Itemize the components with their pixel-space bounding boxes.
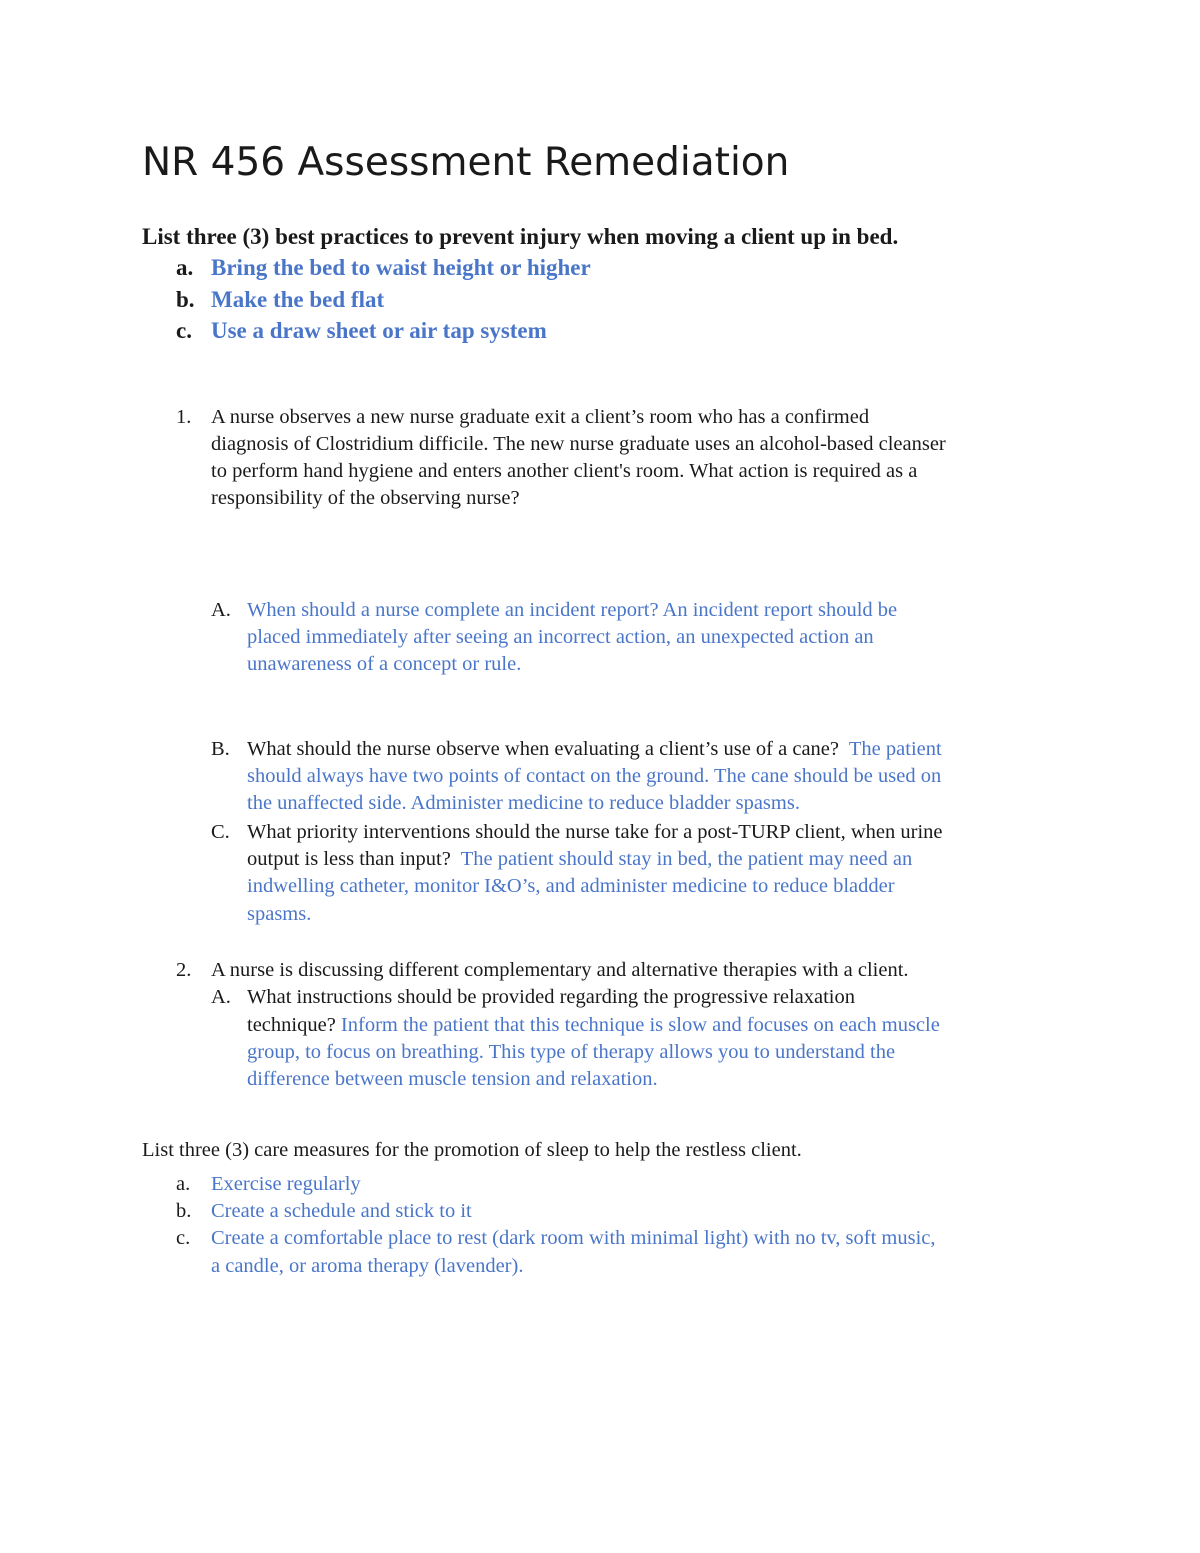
list-item: Exercise regularly bbox=[211, 1173, 361, 1195]
answer-text: The patient bbox=[848, 738, 942, 760]
question-line: A nurse observes a new nurse graduate exit a client’s room who has a confirmed bbox=[211, 406, 870, 428]
question-line: responsibility of the observing nurse? bbox=[211, 487, 520, 509]
answer-line: placed immediately after seeing an incorrect action, an unexpected action an bbox=[247, 626, 874, 648]
sub-question-line bbox=[247, 738, 942, 761]
list-marker: b. bbox=[176, 287, 195, 312]
question-line: A nurse is discussing different complementary and alternative therapies with a client. bbox=[211, 959, 909, 981]
answer-line: spasms. bbox=[247, 903, 312, 925]
sub-marker: A. bbox=[211, 599, 231, 621]
question-number: 1. bbox=[176, 406, 192, 428]
answer-text: Inform the patient that this technique is slow and focuses on each muscle bbox=[340, 1014, 940, 1036]
question-line: diagnosis of Clostridium difficile. The new nurse graduate uses an alcohol-based cleanser bbox=[211, 433, 946, 455]
section1-prompt: List three (3) best practices to prevent injury when moving a client up in bed. bbox=[142, 224, 899, 249]
sub-question-line bbox=[247, 848, 912, 871]
sub-question-line: What priority interventions should the nurse take for a post-TURP client, when urine bbox=[247, 821, 943, 843]
question-line: to perform hand hygiene and enters another client's room. What action is required as a bbox=[211, 460, 918, 482]
sub-marker: A. bbox=[211, 986, 231, 1008]
answer-line: indwelling catheter, monitor I&O’s, and administer medicine to reduce bladder bbox=[247, 875, 895, 897]
answer-line: should always have two points of contact on the ground. The cane should be used on bbox=[247, 765, 942, 787]
list-item: Create a comfortable place to rest (dark room with minimal light) with no tv, soft music, bbox=[211, 1227, 936, 1249]
section3-prompt: List three (3) care measures for the promotion of sleep to help the restless client. bbox=[142, 1139, 802, 1161]
list-marker: a. bbox=[176, 255, 194, 280]
list-item: Use a draw sheet or air tap system bbox=[211, 318, 547, 343]
list-marker: b. bbox=[176, 1200, 192, 1222]
answer-line: the unaffected side. Administer medicine to reduce bladder spasms. bbox=[247, 792, 800, 814]
sub-question-text: What should the nurse observe when evaluating a client’s use of a cane? bbox=[247, 738, 840, 760]
question-number: 2. bbox=[176, 959, 192, 981]
list-item: Bring the bed to waist height or higher bbox=[211, 255, 591, 280]
sub-question-text: output is less than input? bbox=[247, 848, 451, 870]
list-marker: c. bbox=[176, 318, 192, 343]
sub-question-line bbox=[247, 1014, 940, 1037]
list-marker: c. bbox=[176, 1227, 191, 1249]
sub-marker: B. bbox=[211, 738, 230, 760]
list-item: Make the bed flat bbox=[211, 287, 385, 312]
answer-line: unawareness of a concept or rule. bbox=[247, 653, 522, 675]
sub-question-text: technique? bbox=[247, 1014, 336, 1036]
answer-line: When should a nurse complete an incident report? An incident report should be bbox=[247, 599, 898, 621]
list-item: Create a schedule and stick to it bbox=[211, 1200, 472, 1222]
list-marker: a. bbox=[176, 1173, 191, 1195]
sub-marker: C. bbox=[211, 821, 230, 843]
answer-text: The patient should stay in bed, the patient may need an bbox=[460, 848, 913, 870]
answer-line: group, to focus on breathing. This type of therapy allows you to understand the bbox=[247, 1041, 896, 1063]
answer-line: difference between muscle tension and relaxation. bbox=[247, 1068, 658, 1090]
sub-question-line: What instructions should be provided regarding the progressive relaxation bbox=[247, 986, 856, 1008]
page-title: NR 456 Assessment Remediation bbox=[142, 140, 790, 185]
list-item-continuation: a candle, or aroma therapy (lavender). bbox=[211, 1255, 524, 1277]
